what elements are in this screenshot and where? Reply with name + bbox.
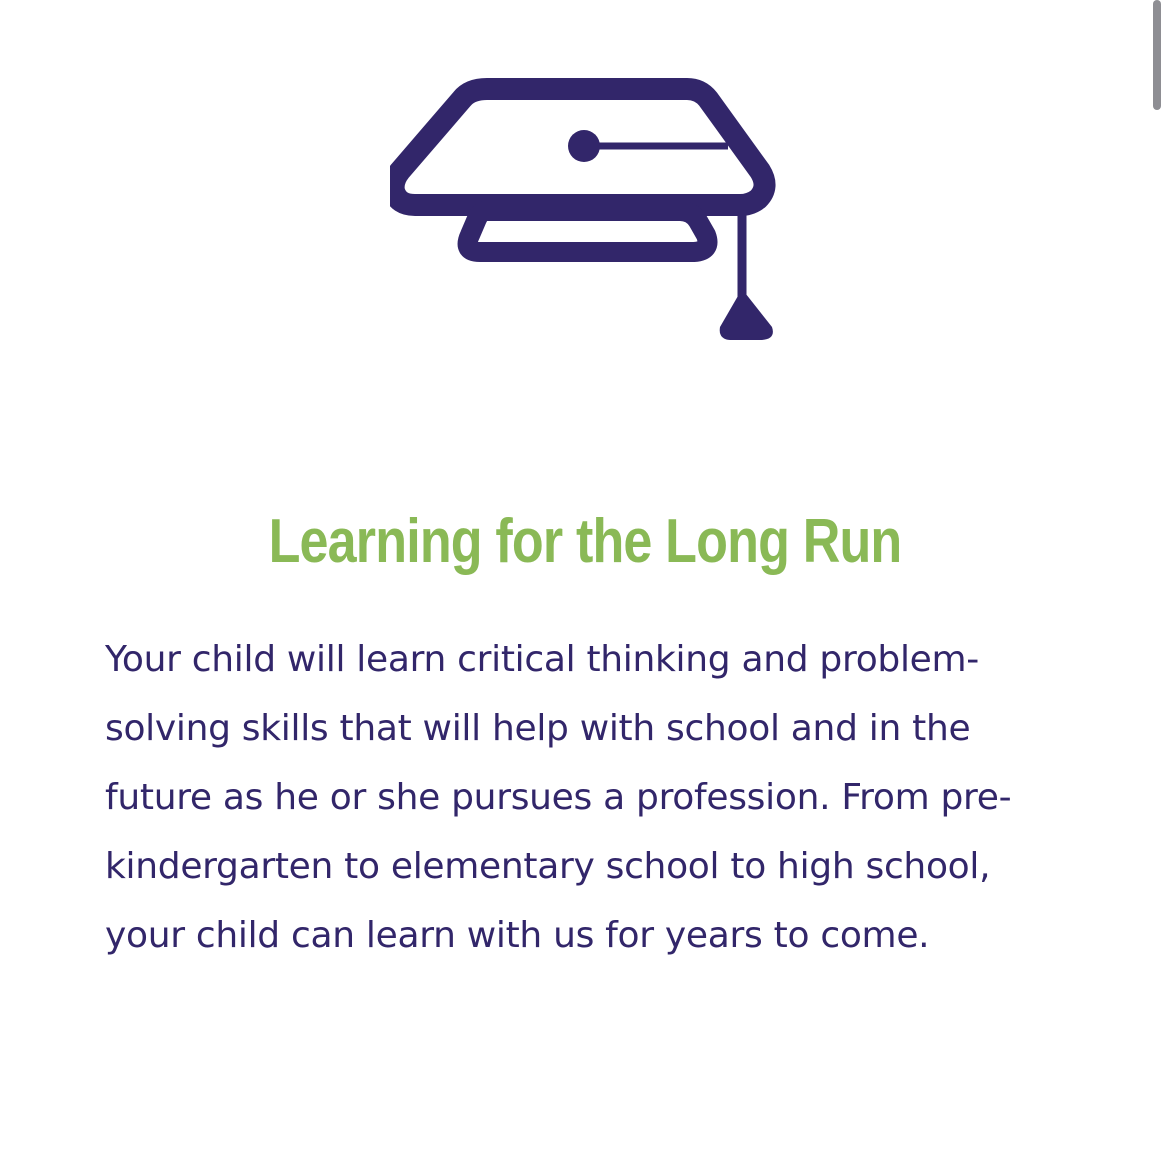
- section-body-text: Your child will learn critical thinking and problem-solving skills that will help with school and in the future as he or she pursues a profession. From pre-kindergarten to elementary school to high school, your child can learn with us for years to come.: [105, 639, 1012, 956]
- graduation-cap-icon: [390, 75, 780, 345]
- scrollbar-thumb[interactable]: [1153, 0, 1161, 110]
- section-heading: Learning for the Long Run: [268, 507, 902, 576]
